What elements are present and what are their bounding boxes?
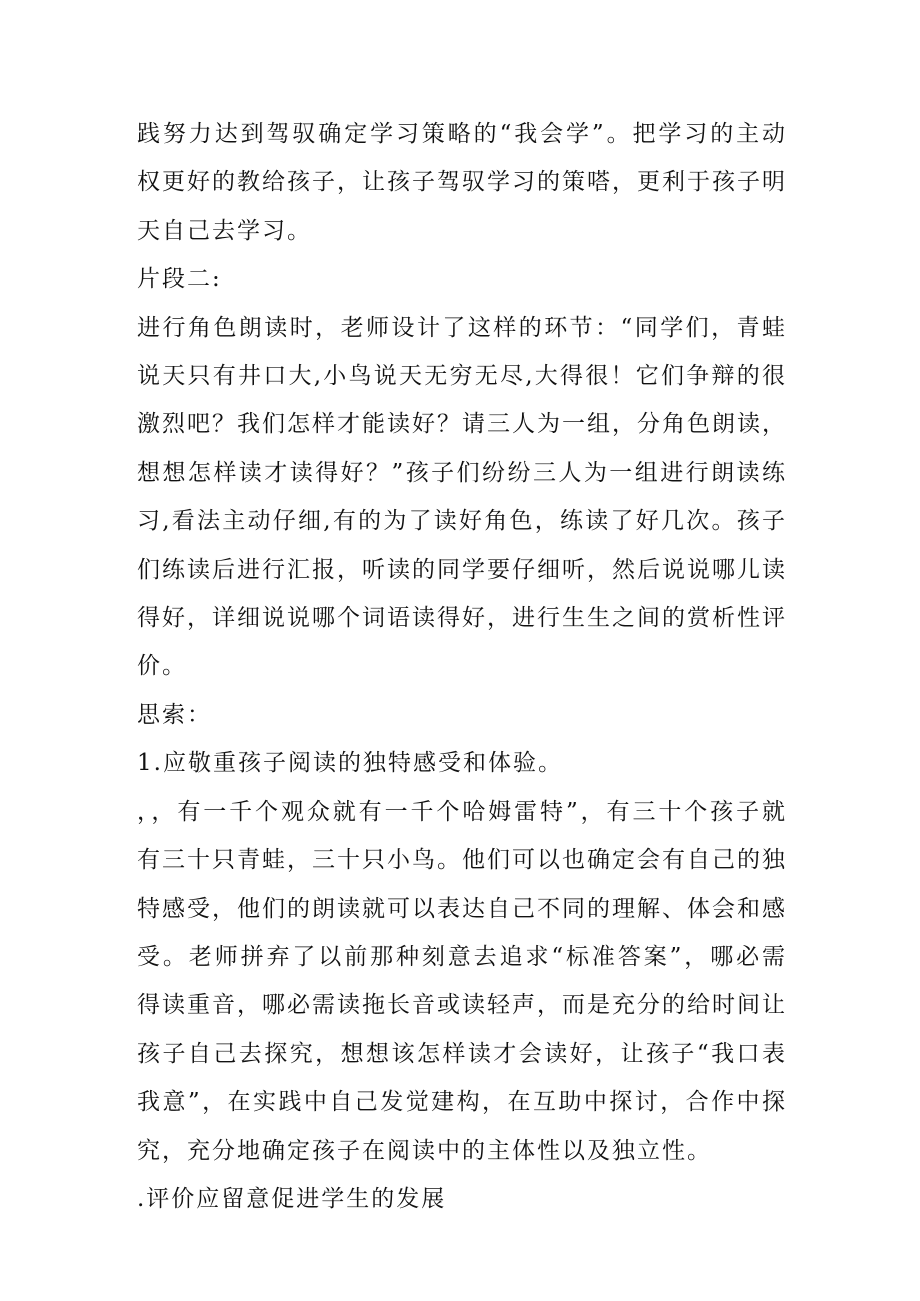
paragraph-role-reading: 进行角色朗读时，老师设计了这样的环节：“同学们，青蛙说天只有井口大,小鸟说天无穷无尽,大得很！它们争辩的很激烈吧？我们怎样才能读好？请三人为一组，分角色朗读，想想怎样读才读得好？”孩子们纷纷三人为一组进行朗读练习,看法主动仔细,有的为了读好角色，练读了好几次。孩子们练读后进行汇报，听读的同学要仔细听，然后说说哪儿读得好，详细说说哪个词语读得好，进行生生之间的赏析性评价。 bbox=[137, 314, 787, 680]
point-one-heading: 1.应敬重孩子阅读的独特感受和体验。 bbox=[137, 750, 563, 777]
document-body bbox=[137, 110, 787, 1223]
paragraph-unique-feelings: ，，有一千个观众就有一千个哈姆雷特”，有三十个孩子就有三十只青蛙，三十只小鸟。他们可以也确定会有自己的独特感受，他们的朗读就可以表达自己不同的理解、体会和感受。老师拼弃了以前那种刻意去追求“标准答案”，哪必需得读重音，哪必需读拖长音或读轻声，而是充分的给时间让孩子自己去探究，想想该怎样读才会读好，让孩子“我口表我意”，在实践中自己发觉建构，在互助中探讨，合作中探究，充分地确定孩子在阅读中的主体性以及独立性。 bbox=[137, 798, 787, 1164]
point-two-heading: .评价应留意促进学生的发展 bbox=[137, 1185, 447, 1212]
paragraph-continuation: 践努力达到驾驭确定学习策略的“我会学”。把学习的主动权更好的教给孩子，让孩子驾驭学习的策嗒，更利于孩子明天自己去学习。 bbox=[137, 121, 787, 244]
section-heading-fragment-two: 片段二: bbox=[137, 266, 222, 293]
section-heading-reflection: 思索： bbox=[137, 701, 212, 728]
